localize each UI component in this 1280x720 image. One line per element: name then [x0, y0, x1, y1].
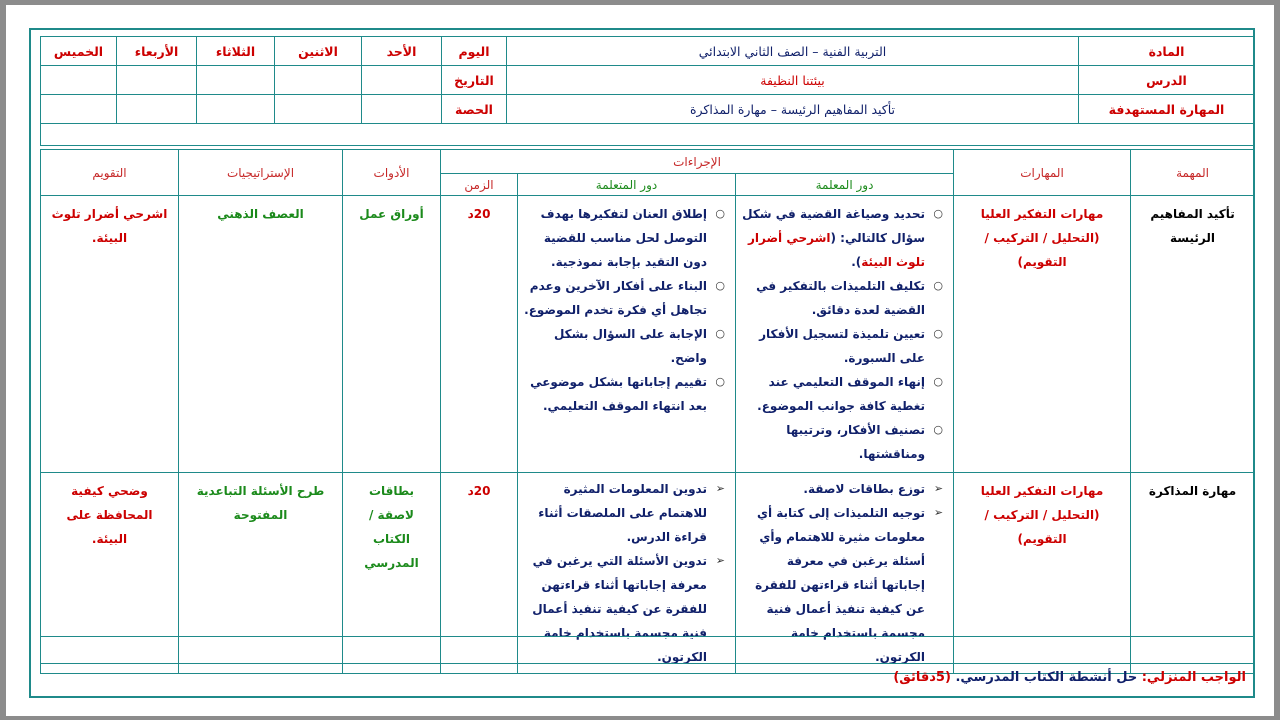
strategy-text: طرح الأسئلة التباعدية المفتوحة	[179, 473, 343, 674]
teacher-role-list	[736, 196, 954, 473]
header-table	[40, 36, 1255, 146]
blank-row	[40, 636, 1254, 664]
strategy-text: العصف الذهني	[179, 196, 343, 473]
list-item: ○ تكليف التلميذات بالتفكير في القضية لعدة دقائق.	[742, 274, 947, 322]
col-evaluation: التقويم	[41, 150, 179, 196]
task-text: مهارة المذاكرة	[1131, 473, 1255, 674]
date-cell	[362, 66, 442, 95]
lesson-plan-page	[6, 5, 1274, 716]
circle-bullet-icon: ○	[715, 207, 725, 220]
period-cell	[197, 95, 275, 124]
circle-bullet-icon: ○	[715, 279, 725, 292]
day-thursday: الخميس	[41, 37, 117, 66]
arrow-bullet-icon: ➢	[715, 554, 725, 567]
day-wednesday: الأربعاء	[117, 37, 197, 66]
list-item: ○ إطلاق العنان لتفكيرها بهدف التوصل لحل مناسب للقضية دون التقيد بإجابة نموذجية.	[524, 202, 729, 274]
homework-text: حل أنشطة الكتاب المدرسي.	[955, 670, 1138, 685]
arrow-bullet-icon: ➢	[933, 482, 944, 495]
list-item: ○ تصنيف الأفكار، وترتيبها ومناقشتها.	[742, 418, 947, 466]
homework-label: الواجب المنزلي:	[1141, 670, 1246, 685]
date-cell	[41, 66, 117, 95]
day-sunday: الأحد	[362, 37, 442, 66]
time-text: 20د	[441, 196, 518, 473]
skills-text: مهارات التفكير العليا (التحليل / التركيب / التقويم)	[954, 196, 1131, 473]
list-item: ➢ توزع بطاقات لاصقة.	[742, 477, 947, 501]
date-label: التاريخ	[442, 66, 507, 95]
target-skill-value: تأكيد المفاهيم الرئيسة – مهارة المذاكرة	[507, 95, 1079, 124]
period-cell	[275, 95, 362, 124]
task-text: تأكيد المفاهيم الرئيسة	[1131, 196, 1255, 473]
col-procedures: الإجراءات	[441, 150, 954, 174]
student-role-list	[518, 196, 736, 473]
col-teacher-role: دور المعلمة	[736, 174, 954, 196]
list-item: ➢ تدوين المعلومات المثيرة للاهتمام على الملصقات أثناء قراءة الدرس.	[524, 477, 729, 549]
day-tuesday: الثلاثاء	[197, 37, 275, 66]
tools-text: أوراق عمل	[343, 196, 441, 473]
list-item: ➢ تدوين الأسئلة التي يرغبن في معرفة إجاباتها أثناء قراءتهن للفقرة عن كيفية تنفيذ أعمال فنية مجسمة باستخدام خامة الكرتون.	[524, 549, 729, 669]
col-skills: المهارات	[954, 150, 1131, 196]
col-task: المهمة	[1131, 150, 1255, 196]
list-item: ○ الإجابة على السؤال بشكل واضح.	[524, 322, 729, 370]
subject-label: المادة	[1079, 37, 1255, 66]
circle-bullet-icon: ○	[933, 327, 944, 340]
target-skill-label: المهارة المستهدفة	[1079, 95, 1255, 124]
arrow-bullet-icon: ➢	[933, 506, 944, 519]
procedures-table	[40, 149, 1255, 674]
day-label: اليوم	[442, 37, 507, 66]
date-cell	[197, 66, 275, 95]
list-item: ○ تعيين تلميذة لتسجيل الأفكار على السبورة.	[742, 322, 947, 370]
skills-text: مهارات التفكير العليا (التحليل / التركيب / التقويم)	[954, 473, 1131, 674]
tools-text: بطاقات لاصقة / الكتاب المدرسي	[343, 473, 441, 674]
evaluation-text: اشرحي أضرار تلوث البيئة.	[41, 196, 179, 473]
date-cell	[117, 66, 197, 95]
list-item: ○ البناء على أفكار الآخرين وعدم تجاهل أي فكرة تخدم الموضوع.	[524, 274, 729, 322]
circle-bullet-icon: ○	[933, 279, 944, 292]
evaluation-text: وضحي كيفية المحافظة على البيئة.	[41, 473, 179, 674]
homework-line	[40, 664, 1254, 694]
spacer-row	[41, 124, 1255, 146]
period-cell	[362, 95, 442, 124]
arrow-bullet-icon: ➢	[715, 482, 725, 495]
lesson-value: بيئتنا النظيفة	[507, 66, 1079, 95]
table-row	[41, 196, 1255, 473]
list-item: ○ تحديد وصياغة القضية في شكل سؤال كالتالي: (اشرحي أضرار تلوث البيئة).	[742, 202, 947, 274]
circle-bullet-icon: ○	[715, 327, 725, 340]
lesson-label: الدرس	[1079, 66, 1255, 95]
list-item: ○ إنهاء الموقف التعليمي عند تغطية كافة جوانب الموضوع.	[742, 370, 947, 418]
col-student-role: دور المتعلمة	[518, 174, 736, 196]
circle-bullet-icon: ○	[933, 207, 944, 220]
subject-value: التربية الفنية – الصف الثاني الابتدائي	[507, 37, 1079, 66]
homework-time: (5دقائق)	[893, 670, 951, 685]
list-item: ○ تقييم إجاباتها بشكل موضوعي بعد انتهاء الموقف التعليمي.	[524, 370, 729, 418]
col-tools: الأدوات	[343, 150, 441, 196]
period-label: الحصة	[442, 95, 507, 124]
list-item: ➢ توجيه التلميذات إلى كتابة أي معلومات مثيرة للاهتمام وأي أسئلة يرغبن في معرفة إجاباتها أثناء قراءتهن للفقرة عن كيفية تنفيذ أعمال فنية مجسمة باستخدام خامة الكرتون.	[742, 501, 947, 669]
period-cell	[117, 95, 197, 124]
circle-bullet-icon: ○	[933, 423, 944, 436]
circle-bullet-icon: ○	[933, 375, 944, 388]
circle-bullet-icon: ○	[715, 375, 725, 388]
date-cell	[275, 66, 362, 95]
day-monday: الاثنين	[275, 37, 362, 66]
time-text: 20د	[441, 473, 518, 674]
col-time: الزمن	[441, 174, 518, 196]
period-cell	[41, 95, 117, 124]
col-strategies: الإستراتيجيات	[179, 150, 343, 196]
